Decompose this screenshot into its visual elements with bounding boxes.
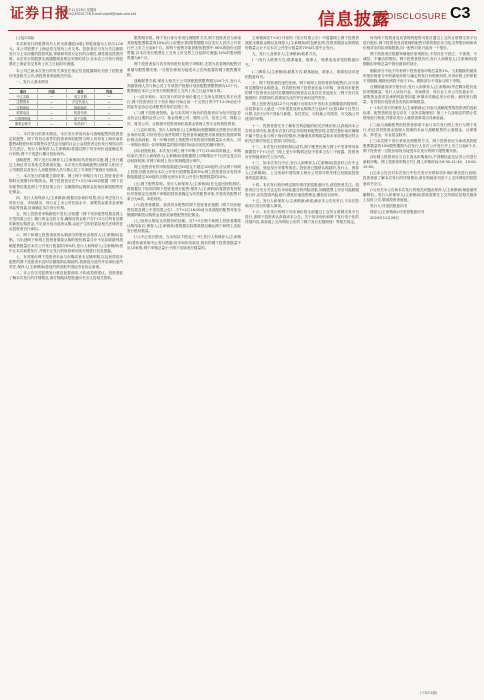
paragraph: 限售期安排。网下发行部分采用比例限售方式,网下投资者应当承诺其获配股票数量的10%(向上取整计算)限售期限为自发行人首次公开发行并上市之日起6个月。即每个配售对象获配的股票中,90%的股份无限售期,自本次发行股票在上交所上市交易之日起即可流通;10%的股份限售期为6个月。: [127, 36, 241, 61]
paragraph: 保荐人(主承销商):详见招股意向书: [370, 210, 425, 214]
paragraph: 战略配售、网下发行由保荐人(主承销商)负责组织实施,网上发行通过上海证券交易所交易系统实施。本次发行的战略配售由保荐人相关子公司跟投以及发行人高级管理人员与核心员工专项资产管理计划组成。: [9, 158, 123, 173]
paragraph: 主承销商在T+4日刊登的《发行结果公告》中披露网上网下投资者获配未缴款金额以及保荐人(主承销商)的包销比例,投资者缴款认购的股份数量合计不足本次公开发行数量的70%时,将中止发行。: [245, 36, 359, 51]
paragraph: 战略配售方面,保荐人相关子公司获配股票限售期为24个月,发行人高级管理人员与核心员工专项资产管理计划获配股票限售期为12个月。限售期自本次公开发行的股票在上交所上市之日起开始计算。: [127, 78, 241, 93]
paragraph: 本公司已就本次发行的有关事宜在指定信息披露网站刊登了招股意向书及相关公告,请投资者查阅相关内容。: [9, 68, 123, 78]
paragraph: (五)本公告仅对本次发行中有关发行安排和初步询价事宜进行说明,投资者欲了解本次发行的详细情况,请仔细阅读刊登于上交所网站的招股意向书全文。: [363, 171, 477, 186]
table-cell: —: [107, 99, 111, 104]
paragraph: 网下投资者应根据审慎报价原则报价,不得存在不独立、不客观、不诚信、不廉洁的情形。网下投资者报价后,发行人和保荐人(主承销商)将剔除拟申购总量中报价最高的部分。: [363, 52, 477, 67]
paragraph: 四、发行人和保荐人(主承销商)根据初步询价结果,综合考虑发行人所处行业、市场情况、同行业上市公司估值水平、募集资金需求及承销风险等因素,协商确定本次发行价格。: [9, 195, 123, 210]
table-cell: —: [38, 100, 67, 104]
table-cell: 项目: [67, 89, 96, 94]
table-cell: 注册地址: [9, 105, 38, 110]
paragraph: 七、有效报价网下投资者未参与申购或者未足额申购,以及获得初步配售的网下投资者未及时足额缴纳认购款的,将被视为违约并应承担违约责任,保荐人(主承销商)将违约情况报中国证券业协会备案。: [9, 254, 123, 269]
table-cell: 成立日期: [67, 94, 96, 99]
paragraph: (四)回拨机制。本次发行网上网下申购于T日15:00同时截止。申购结束后,发行人和保荐人(主承销商)将根据网上申购情况于T日决定是否启动回拨机制,对网下和网上发行的规模进行调节。: [127, 148, 241, 164]
paragraph: (八)中止发行情况。当出现以下情况之一时,发行人和保荐人(主承销商)将协商采取中止发行措施:初步询价结束后,报价的网下投资者数量不足10家的;网下申购总量小于网下初始发行数量的。: [127, 235, 241, 250]
paragraph: 十六、本次发行的网下初步询价将全部通过上交所互联网交易平台进行,请网下投资者认真阅读本公告。关于初步询价和网下发行电子化的详细内容,请查阅上交所网站公布的《网下发行实施细则》等相关规定。: [245, 210, 359, 225]
publication-contact: 电话:010-83251716 E-mail:zqrb9@zqrb.sina.net: [60, 12, 137, 17]
paragraph: 网上投资者连续12个月内累计出现3次中签但未足额缴款的情形时,自结算参与人最近一次申报其放弃认购的次日起6个月(按180个自然日计算,含次日)内不得参与新股、存托凭证、可转换公司债券、可交换公司债券的申购。: [245, 102, 359, 122]
paragraph: (六)投资者缴款。获得初步配售的网下投资者应根据《网下初步配售结果及网上中签结果公告》,于T+2日16:00前为其获配的配售对象全额缴纳新股认购资金及相应新股配售经纪佣金。: [127, 202, 241, 218]
column-3: [245, 36, 359, 690]
table-cell: 法定代表人: [67, 99, 96, 104]
publication-info: [60, 8, 280, 16]
paragraph: 2024年11月28日: [370, 216, 400, 221]
section-title: 信息披露: [318, 10, 390, 30]
paragraph: (二)保荐人(主承销商)联系方式:联系地址、联系人、联系电话详见招股意向书。: [245, 69, 359, 79]
paragraph: 发行人:详见招股意向书: [370, 203, 408, 208]
table-cell: —: [38, 116, 67, 120]
masthead: [0, 0, 484, 32]
table-row: [9, 121, 123, 126]
table-cell: 邮政编码: [67, 105, 96, 110]
table-cell: —: [107, 110, 111, 115]
header-rule: [8, 30, 476, 31]
paragraph: 一、发行人基本情况: [16, 79, 49, 84]
paragraph: 十一、投资者需充分了解有关科创板的相关法律法规,认真阅读本公告的各项内容,知悉本次发行的定价原则和配售原则,在提交报价前应确保不属于禁止参与网下询价的情形,并确保其申购数量和未来持股情况符合相关法律法规及主管部门的规定。: [245, 123, 359, 143]
paragraph: 剔除部分不低于所有网下投资者拟申购总量的1%。当拟剔除的最高申报价格部分中的最低价格与确定的发行价格相同时,对该价格上的申报不再剔除,剔除比例将不低于1%。剔除部分不得参与网下申购。: [363, 68, 477, 83]
table-cell: 内容: [38, 89, 67, 94]
table-cell: —: [107, 121, 111, 126]
table-cell: 联系电话: [9, 110, 38, 115]
info-table: [9, 88, 123, 128]
paragraph: (三)本次网下发行采用比例限售方式。网下投资者应当承诺其获配股票数量的10%限售期限为自发行人首次公开发行并上市之日起6个月,网下投资者一旦报价即视为接受本次发行的网下限售期安排。: [363, 138, 477, 153]
paragraph: 二、本次发行的基本情况。本次发行采用向参与战略配售的投资者定向配售、网下向符合条件的投资者询价配售与网上向持有上海市场非限售A股股份和非限售存托凭证市值的社会公众投资者定价发行相结合的方式进行。发行人和保荐人(主承销商)将通过网下初步询价直接确定发行价格,网下不再进行累计投标询价。: [9, 131, 123, 156]
column-4: [363, 36, 477, 690]
paragraph: (三)定价原则。发行人和保荐人(主承销商)根据剔除无效报价后的初步询价结果,对所有符合条件的网下投资者所属配售对象的报价按照申购价格由高到低、同一申购价格上按配售对象的拟申购数量由小到大、同一申购价格同一拟申购数量的按申报时间由后到先的顺序排序。: [127, 127, 241, 147]
paragraph: (五)网下配售原则。发行人和保荐人(主承销商)在完成回拨机制后,将根据以下原则对网下投资者进行配售:保荐人(主承销商)将提供有效报价并按规定完成网下申购的投资者确定为有效配售对象,并将有效配售对象分为A类、B类两类。: [127, 181, 241, 201]
paragraph: (一)发行人联系方式:联系地址、联系人、联系电话详见招股意向书。: [245, 58, 359, 68]
column-2: [127, 36, 241, 690]
table-cell: —: [38, 94, 67, 98]
table-cell: 项目: [9, 89, 38, 94]
paragraph: 本次新发行的股票均为人民币普通股(A股),每股面值为人民币1.00元。本公司股票于上海证券交易所上市交易。投资者应当充分关注新股发行与上市初期的投资风险,审慎研判发行定价的合理性,理性做出投资决策。本次发行的股票无流通限制及锁定安排的部分,自本次公开发行的股票在上海证券交易所上市之日起即可流通。: [9, 42, 123, 67]
table-cell: 中文名称: [9, 94, 38, 99]
continued-note: (下转C4版): [420, 691, 438, 695]
paragraph: (七)放弃认购及无效股份的处理。在T+2日网下和网上投资者缴款认购结束后,保荐人(主承销商)将根据实际缴款情况确认网下和网上实际发行股份数量。: [127, 219, 241, 234]
table-cell: 董事会秘书: [9, 121, 38, 126]
paragraph: (二)参与战略配售的投资者承诺不参与本次发行网上发行与网下发行,但证券投资基金管理人管理的未参与战略配售的公募基金、社保基金、养老金、年金基金除外。: [363, 122, 477, 137]
section-title-en: DISCLOSURE: [387, 11, 448, 21]
paragraph: 三、本次发行的重要日期安排。网上网下申购日为T日,投资者在申购时无需缴付申购资金。网下投资者应在T+2日16:00前根据《网下初步配售结果及网上中签结果公告》足额缴纳认购资金及相应新股配售经纪佣金。: [9, 174, 123, 194]
paragraph: 十五、发行人和保荐人(主承销商)承诺,截至本公告发布日,不存在影响本次发行的重大事项。: [245, 198, 359, 208]
paragraph: 所有网下投资者及其管理的配售对象应通过上交所互联网交易平台进行报价,网下投资者及其管理的配售对象的报价应当包含每股价格和该价格对应的拟申购股数,同一配售对象只能有一个报价。: [363, 36, 477, 51]
paragraph: (一)本次发行的保荐人(主承销商)已对参与战略配售的投资者的选取标准、配售资格及是否存在《业务实施细则》第三十九条规定的禁止性情形进行核查,并要求发行人就核查事项出具承诺函。: [363, 106, 477, 121]
paragraph: 网上投资者有效申购倍数超过50倍且不超过100倍的,应从网下向网上回拨,回拨比例为本次公开发行股票数量的5%;网上投资者初步有效申购倍数超过100倍的,回拨比例为本次公开发行股票数量的10%。: [127, 165, 241, 180]
paragraph: 十二、本次发行回拨机制启动后,网下配售比例与网上中签率等具体数据将于T+1日在《网上发行申购情况及中签率公告》中披露。投资者应仔细阅读相关公告内容。: [245, 144, 359, 160]
table-cell: 负责部门: [67, 121, 96, 126]
column-1: [9, 36, 123, 690]
paragraph: (一)初步询价。本次发行的初步询价通过上交所互联网交易平台进行,网下投资者应当于初步询价开始日前一个交易日的中午12:00前在中国证券业协会完成配售对象的注册工作。: [127, 95, 241, 110]
paragraph: 十三、如本次发行中止,发行人和保荐人(主承销商)将及时公告中止发行原因、恢复发行安排等事宜。投资者已缴纳认购款的,发行人、保荐人(主承销商)、上交所和中国结算上海分公司将尽快安排已经缴款投资者的退款事宜。: [245, 161, 359, 181]
table-cell: —: [38, 111, 67, 115]
table-cell: —: [107, 105, 111, 110]
paragraph: 八、本公告仅对股票发行事宜扼要说明,不构成投资建议。投资者欲了解本次发行的详细情况,请仔细阅读招股意向书全文及相关资料。: [9, 271, 123, 281]
table-cell: —: [38, 122, 67, 126]
paragraph: (四)网上投资者应当自主表达申购意向,不得概括委托证券公司进行新股申购。网上投资者申购日T日,网上申购时间为9:30-11:30、13:00-15:00。: [363, 155, 477, 170]
paragraph: 五、网上投资者申购新股中签后,应根据《网下初步配售结果及网上中签结果公告》履行资金交收义务,确保其资金账户在T+2日日终有足额的新股认购资金,不足部分视为放弃认购,由此产生的后果及相关法律责任由投资者自行承担。: [9, 211, 123, 232]
publication-date: 2024年11月28日 星期四: [60, 8, 97, 12]
paragraph: (上接C2版): [16, 36, 35, 40]
table-cell: —: [38, 105, 67, 109]
newspaper-logo: 证券日报: [10, 6, 70, 22]
page-number: C3: [450, 5, 471, 22]
table-cell: 内容: [105, 89, 113, 94]
paragraph: (二)网下投资者资格。参与本次网下询价的投资者应为经中国证券业协会注册的证券公司、基金管理公司、期货公司、信托公司、保险公司、财务公司、合格境外投资者和私募基金管理人等专业机构投资者。: [127, 111, 241, 126]
table-cell: 电子信箱: [67, 116, 96, 121]
table-cell: 互联网网址: [9, 116, 38, 121]
table-cell: 传真号码: [67, 110, 96, 115]
paragraph: 十、网下投资者的违约处理。网下和网上投资者获得配售后,应当按时足额缴付认购资金。有效报价网下投资者未参与申购、获得初步配售的网下投资者未及时足额缴纳认购资金以及存在其他违反《网下发行实施细则》的情形的,将被视为违约并应承担违约责任。: [245, 80, 359, 101]
paragraph: 九、发行人及保荐人(主承销商)联系方式。: [252, 52, 320, 57]
paragraph: 六、网下和网上投资者放弃认购部分的股份由保荐人(主承销商)包销。当出现网下和网上投资者缴款认购的股份数量合计不足扣除最终战略配售数量后本次公开发行数量的70%时,发行人和保荐人(主承销商)将中止本次新股发行,并就中止发行的原因和后续安排进行信息披露。: [9, 233, 123, 253]
paragraph: 十四、本次发行股份锁定期安排详见招股意向书,请投资者关注。投资者应当充分关注定价市场化蕴含的风险因素,知晓股票上市后可能跌破发行价,切实提高风险意识,强化价值投资理念,避免盲目炒作。: [245, 182, 359, 197]
table-cell: 注册资本: [9, 99, 38, 104]
paragraph: (六)有关本公告和本次发行的相关问题由保荐人(主承销商)保留最终解释权。发行人和保荐人(主承销商)将视需要在上交所网站及相关媒体上及时公告,敬请投资者留意。: [363, 187, 477, 202]
paragraph: 网下投资者参与初步询价报价及网下申购时,无需为其管理的配售对象填写限售期安排,一旦报价即视为接受本公告所披露的网下限售期安排。: [127, 62, 241, 77]
table-cell: —: [107, 115, 111, 120]
paragraph: 在剔除最高部分报价后,发行人和保荐人(主承销商)考虑剩余报价及拟申购数量、发行人所处行业、市场情况、同行业上市公司估值水平、募集资金需求及承销风险等因素,审慎评估确定发行价格、最终发行数量、有效报价投资者及有效拟申购数量。: [363, 84, 477, 105]
table-cell: —: [107, 94, 111, 99]
